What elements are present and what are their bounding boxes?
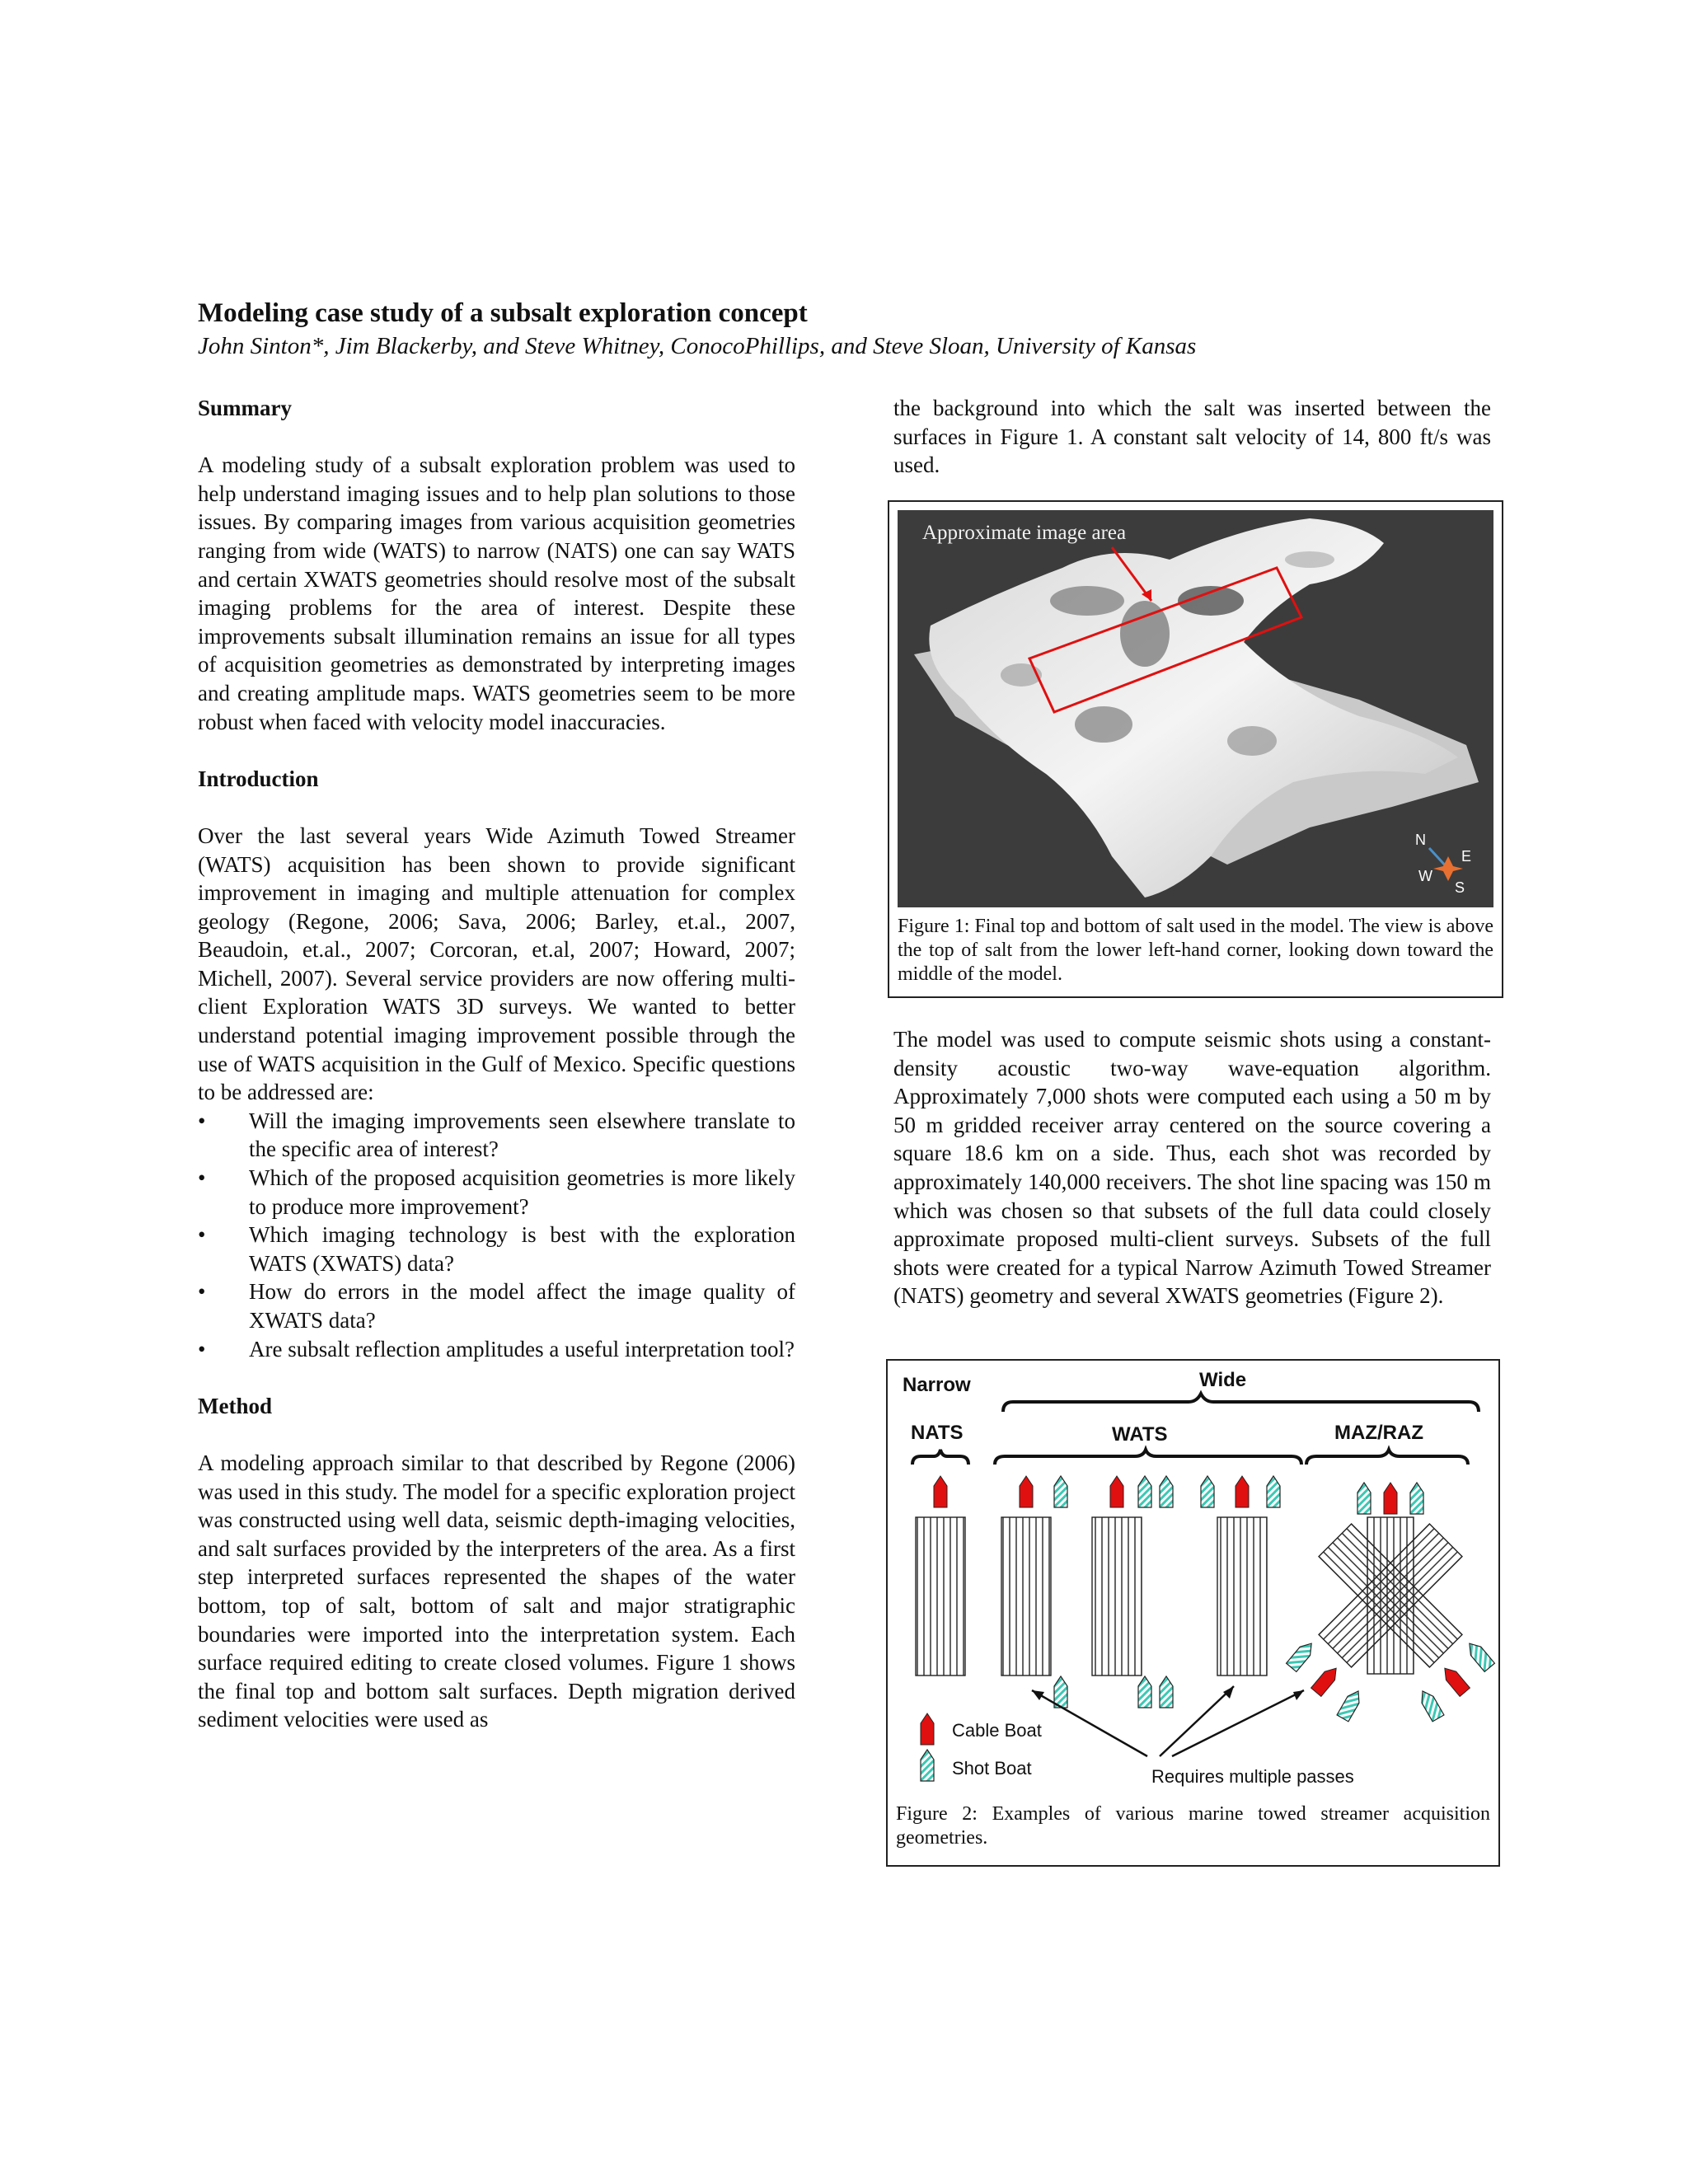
salt-surface-image bbox=[898, 510, 1493, 907]
figure-2 bbox=[886, 1359, 1500, 1867]
introduction-paragraph: Over the last several years Wide Azimuth Towed Streamer (WATS) acquisition has been shown to provide significant improvement in imaging and multiple attenuation for complex geology (Regone, 2006; Sava, 2006; Barley, et.al., 2007, Beaudoin, et.al., 2007; Corcoran, et.al, 2007; Howard, 2007; Michell, 2007). Several service providers are now offering multi-client Exploration WATS 3D surveys. We wanted to better understand potential imaging improvement possible through the use of WATS acquisition in the Gulf of Mexico. Specific questions to be addressed are: bbox=[198, 823, 795, 1105]
list-item: • Are subsalt reflection amplitudes a useful interpretation tool? bbox=[198, 1335, 795, 1364]
narrow-label: Narrow bbox=[903, 1374, 971, 1396]
right-paragraph-2: The model was used to compute seismic shots using a constant-density acoustic two-way wave-equation algorithm. Approximately 7,000 shots were computed each using a 50 m by 50 m gridded receiver array centered on the source covering a square 18.6 km on a side. Thus, each shot was recorded by approximately 140,000 receivers. The shot line spacing was 150 m which was chosen so that subsets of the full data could closely approximate proposed multi-client surveys. Subsets of the full shots were created for a typical Narrow Azimuth Towed Streamer (NATS) geometry and several XWATS geometries (Figure 2). bbox=[893, 1027, 1491, 1309]
wide-label: Wide bbox=[1199, 1369, 1247, 1391]
right-column bbox=[893, 394, 1491, 480]
list-item: • Which of the proposed acquisition geometries is more likely to produce more improvement? bbox=[198, 1164, 795, 1221]
image-area-label: Approximate image area bbox=[922, 522, 1127, 544]
legend-shot-boat: Shot Boat bbox=[952, 1758, 1032, 1779]
right-column-lower bbox=[893, 1025, 1491, 1310]
introduction-heading: Introduction bbox=[198, 766, 319, 791]
salt-surface-render bbox=[898, 510, 1493, 907]
paper-title: Modeling case study of a subsalt exploration concept bbox=[198, 298, 808, 328]
list-item: • How do errors in the model affect the image quality of XWATS data? bbox=[198, 1277, 795, 1334]
authors-line: John Sinton*, Jim Blackerby, and Steve Whitney, ConocoPhillips, and Steve Sloan, University of Kansas bbox=[198, 333, 1197, 359]
right-paragraph-1: the background into which the salt was inserted between the surfaces in Figure 1. A constant salt velocity of 14, 800 ft/s was used. bbox=[893, 396, 1491, 478]
list-item: • Which imaging technology is best with the exploration WATS (XWATS) data? bbox=[198, 1221, 795, 1277]
nats-label: NATS bbox=[911, 1422, 964, 1444]
multiple-passes-note: Requires multiple passes bbox=[1151, 1766, 1354, 1787]
figure-2-caption: Figure 2: Examples of various marine towed streamer acquisition geometries. bbox=[896, 1803, 1490, 1849]
legend-cable-boat: Cable Boat bbox=[952, 1720, 1042, 1741]
summary-heading: Summary bbox=[198, 396, 292, 420]
wats-label: WATS bbox=[1112, 1423, 1168, 1446]
questions-list bbox=[198, 1107, 795, 1363]
figure-1 bbox=[888, 500, 1503, 998]
figure-1-caption: Figure 1: Final top and bottom of salt used in the model. The view is above the top of salt from the lower left-hand corner, looking down toward the middle of the model. bbox=[898, 916, 1493, 985]
method-heading: Method bbox=[198, 1393, 272, 1418]
maz-raz-label: MAZ/RAZ bbox=[1334, 1422, 1423, 1444]
compass-icon: N E W S bbox=[1415, 832, 1472, 896]
method-paragraph: A modeling approach similar to that described by Regone (2006) was used in this study. The model for a specific exploration project was constructed using well data, seismic depth-imaging velocities, and salt surfaces provided by the interpreters of the area. As a first step interpreted surfaces represented the shapes of the water bottom, top of salt, bottom of salt and major stratigraphic boundaries were imported into the interpretation system. Each surface required editing to create closed volumes. Figure 1 shows the final top and bottom salt surfaces. Depth migration derived sediment velocities were used as bbox=[198, 1450, 795, 1732]
list-item: • Will the imaging improvements seen elsewhere translate to the specific area of interest? bbox=[198, 1107, 795, 1164]
summary-paragraph: A modeling study of a subsalt exploration problem was used to help understand imaging issues and to help plan solutions to those issues. By comparing images from various acquisition geometries ranging from wide (WATS) to narrow (NATS) one can say WATS and certain XWATS geometries should resolve most of the subsalt imaging problems for the area of interest. Despite these improvements subsalt illumination remains an issue for all types of acquisition geometries as demonstrated by interpreting images and creating amplitude maps. WATS geometries seem to be more robust when faced with velocity model inaccuracies. bbox=[198, 452, 795, 734]
left-column bbox=[198, 394, 795, 1734]
